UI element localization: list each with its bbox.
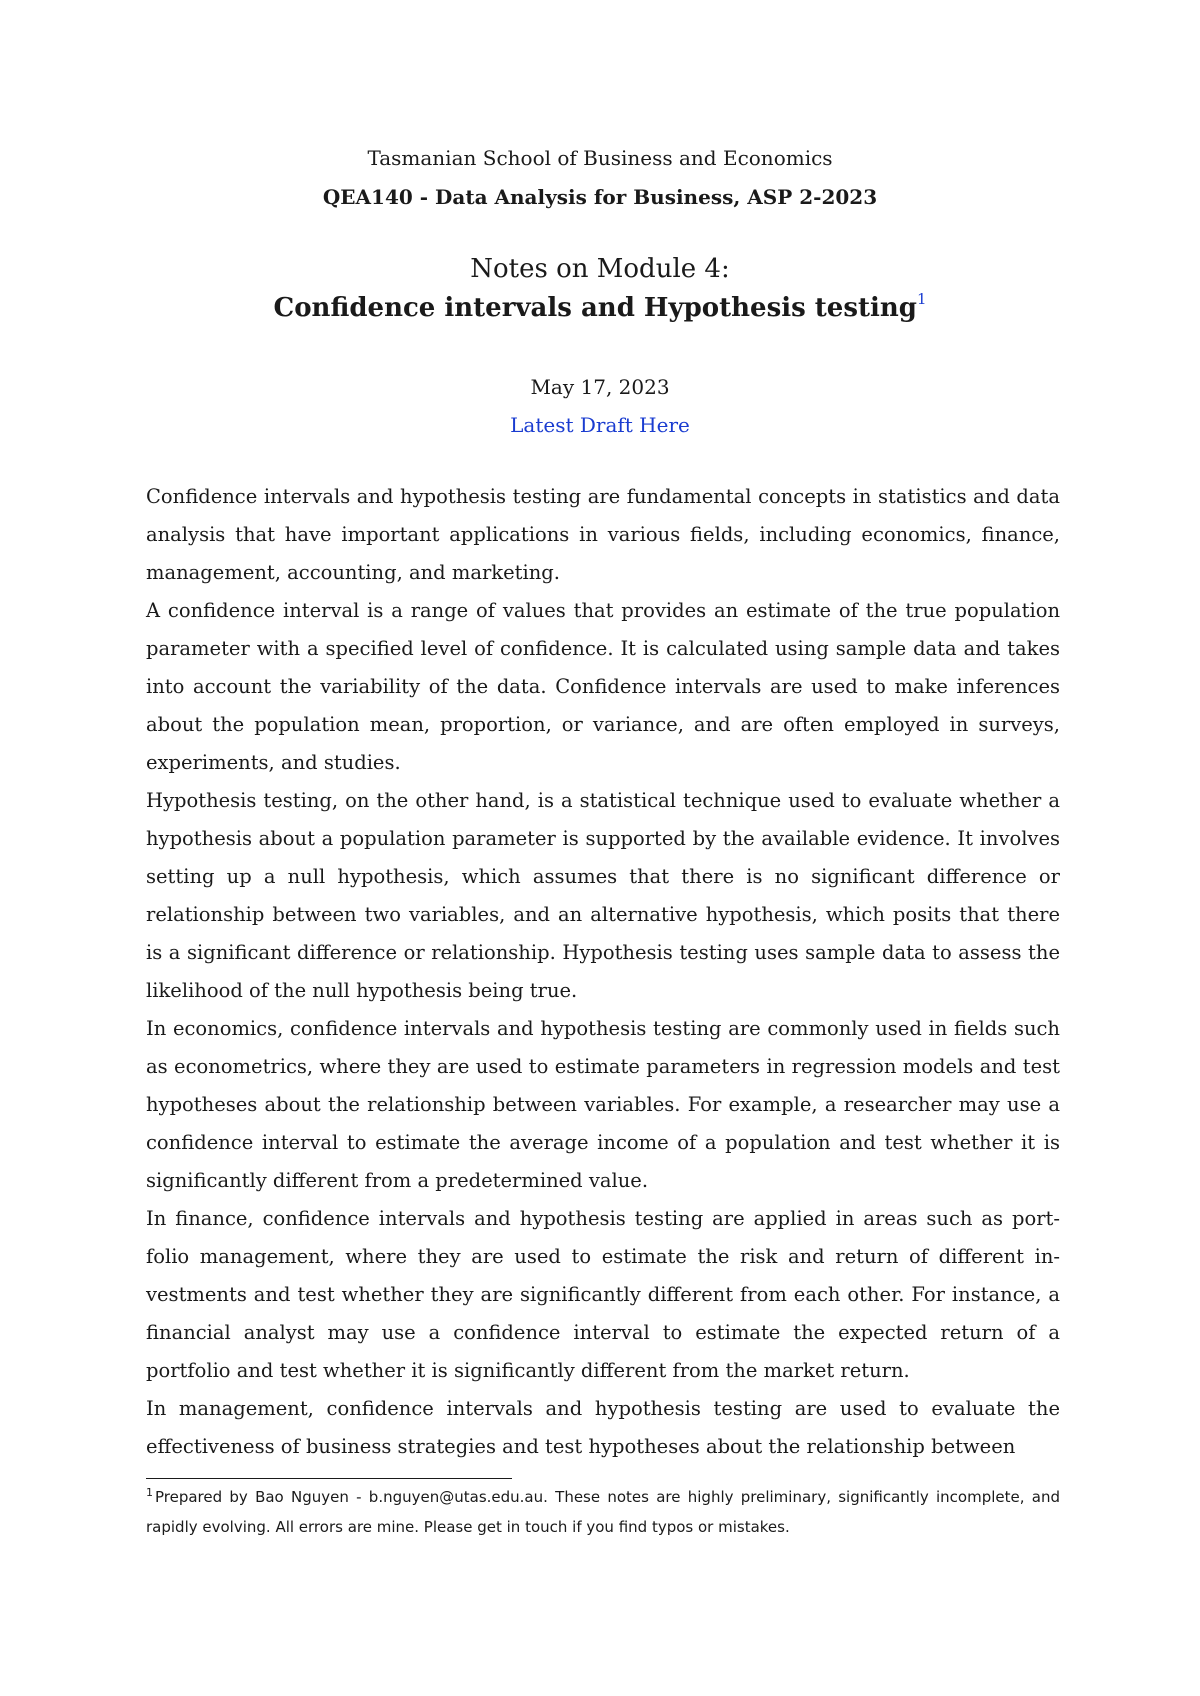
footnote-ref[interactable]: 1 [916, 290, 927, 308]
paragraph-management: In management, confidence intervals and hypothesis testing are used to evaluate the effectiveness of business strategies and test hypotheses about the relationship between [146, 1397, 1060, 1458]
paragraph-economics: In economics, confidence intervals and hypothesis testing are commonly used in fields such as econometrics, where they are used to estimate parameters in regression models and test hypotheses about the relationship between variables. For example, a researcher may use a confidence interval to estimate the average income of a population and test whether it is significantly different from a predetermined value. [146, 1017, 1060, 1192]
paragraph-confidence-interval: A confidence interval is a range of values that provides an estimate of the true population parameter with a specified level of confidence. It is calculated using sample data and takes into account the variability of the data. Confidence intervals are used to make inferences about the population mean, proportion, or variance, and are often employed in surveys, experiments, and studies. [146, 599, 1060, 774]
document-date: May 17, 2023 [530, 375, 670, 399]
paragraph-finance: In finance, confidence intervals and hypothesis testing are applied in areas such as portfolio management, where they are used to estimate the risk and return of different investments and test whether they are significantly different from each other. For instance, a financial analyst may use a confidence interval to estimate the expected return of a portfolio and test whether it is significantly different from the market return. [146, 1207, 1060, 1382]
footnote-text: Prepared by Bao Nguyen - b.nguyen@utas.edu.au. These notes are highly preliminary, significantly incomplete, and rapidly evolving. All errors are mine. Please get in touch if you find typos or mistakes. [146, 1488, 1060, 1536]
school-name: Tasmanian School of Business and Economics [367, 146, 833, 170]
footnote [146, 1482, 1060, 1542]
notes-title-line1: Notes on Module 4: [470, 254, 730, 284]
notes-title-text: Confidence intervals and Hypothesis testing [273, 293, 917, 323]
body-text [146, 478, 1060, 1466]
footnote-marker: 1 [146, 1486, 153, 1499]
footnote-divider [146, 1478, 512, 1479]
latest-draft-link[interactable]: Latest Draft Here [510, 413, 690, 437]
notes-title-line2 [0, 290, 1200, 323]
course-title: QEA140 - Data Analysis for Business, ASP 2-2023 [322, 185, 878, 209]
paragraph-hypothesis-testing: Hypothesis testing, on the other hand, is a statistical technique used to evaluate whether a hypothesis about a population parameter is supported by the available evidence. It involves setting up a null hypothesis, which assumes that there is no significant difference or relationship between two variables, and an alternative hypothesis, which posits that there is a significant difference or relationship. Hypothesis testing uses sample data to assess the likelihood of the null hypothesis being true. [146, 789, 1060, 1002]
paragraph-intro: Confidence intervals and hypothesis testing are fundamental concepts in statistics and data analysis that have important applications in various fields, including economics, finance, management, accounting, and marketing. [146, 485, 1060, 584]
